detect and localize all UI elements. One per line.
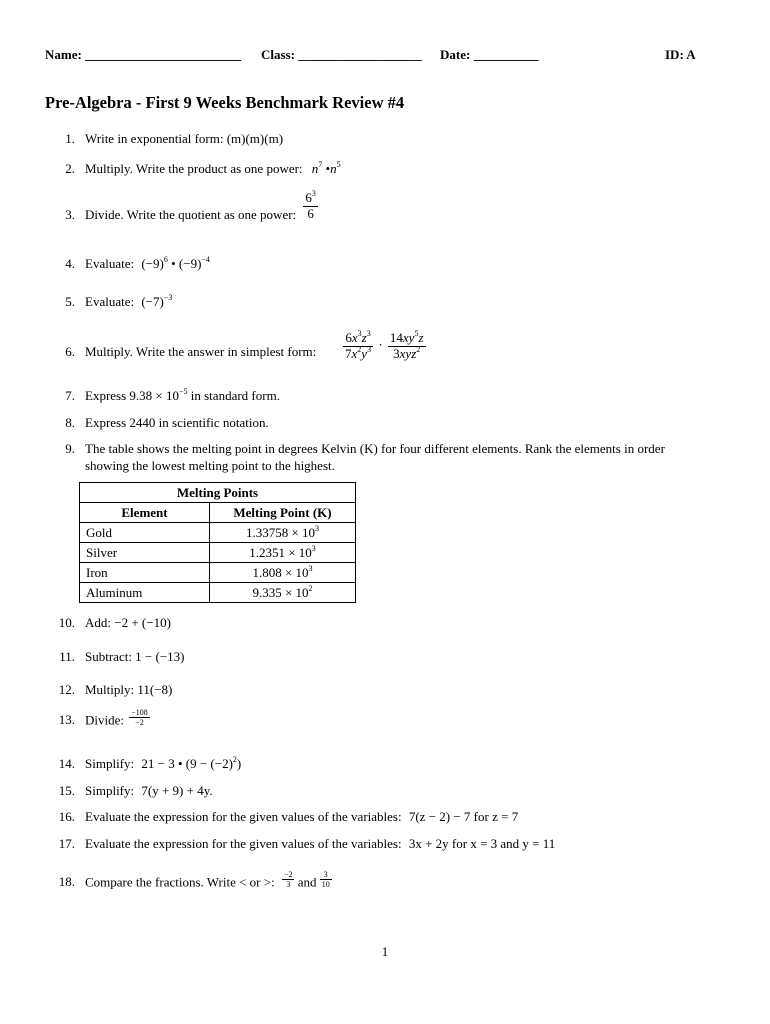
question-number: 14. (58, 756, 75, 771)
fraction-two: $\frac{3}{10}$ (321, 870, 330, 890)
element-cell: Gold (80, 523, 210, 543)
question-body (85, 188, 318, 224)
fraction-right: $\frac{14xy^5z}{3xyz^2}$ (389, 329, 424, 361)
power-expression: $(-9)^6$ • $(-9)^{-4}$ (141, 255, 210, 271)
date-field-label: Date: __________ (440, 47, 539, 62)
question-number: 10. (58, 615, 75, 630)
question-text: Multiply. Write the answer in simplest form: (85, 344, 317, 359)
question-number: 3. (65, 207, 75, 222)
class-field-label: Class: ___________________ (261, 47, 422, 62)
melting-points-table (79, 482, 356, 603)
question-number: 5. (65, 294, 75, 309)
and-word: and (297, 874, 317, 890)
page-title: Pre-Algebra - First 9 Weeks Benchmark Review #4 (45, 93, 405, 112)
quotient-fraction: $\frac{6^3}{6}$ (305, 188, 316, 221)
column-header-element: Element (80, 503, 210, 523)
element-cell: Silver (80, 543, 210, 563)
question-text: Compare the fractions. Write < or >: (85, 874, 275, 890)
question-text: Simplify: (85, 756, 135, 771)
question-number: 17. (58, 836, 75, 851)
page-number: 1 (381, 944, 389, 959)
question-text: Multiply: 11(−8) (85, 682, 173, 697)
fraction-left: $\frac{6x^3z^3}{7x^2y^3}$ (345, 329, 372, 361)
power-expression: $n^7$ $•n^5$ (311, 160, 341, 176)
algebraic-expression: 7(y + 9) + 4y. (141, 783, 213, 798)
melting-point-cell: $1.2351 \times 10^3$ (210, 543, 356, 563)
table-row (80, 583, 356, 603)
question-text: The table shows the melting point in degrees Kelvin (K) for four different elements. Rank the elements in order (85, 441, 665, 456)
question-text: Evaluate: (85, 294, 135, 309)
column-header-melting-point: Melting Point (K) (210, 503, 356, 523)
id-label: ID: A (665, 47, 696, 62)
question-body (85, 836, 555, 852)
table-row (80, 543, 356, 563)
question-body (85, 783, 213, 799)
question-number: 7. (65, 388, 75, 403)
question-text: Evaluate the expression for the given values of the variables: (85, 809, 402, 824)
name-field-label: Name: ________________________ (45, 47, 242, 62)
question-body (85, 294, 172, 310)
question-text: Simplify: (85, 783, 135, 798)
question-text: Write in exponential form: (m)(m)(m) (85, 131, 284, 146)
table-row (80, 523, 356, 543)
question-body (85, 329, 424, 361)
division-fraction: $\frac{-108}{-2}$ (131, 708, 148, 728)
table-caption: Melting Points (80, 483, 356, 503)
question-text: Express 2440 in scientific notation. (85, 415, 269, 430)
element-cell: Iron (80, 563, 210, 583)
question-number: 12. (58, 682, 75, 697)
question-number: 11. (59, 649, 75, 664)
question-number: 15. (58, 783, 75, 798)
question-text: Express 9.38 × 10 (85, 388, 179, 403)
question-body (85, 756, 241, 772)
question-text: Divide. Write the quotient as one power: (85, 207, 297, 222)
table-row (80, 563, 356, 583)
question-text: Evaluate: (85, 256, 135, 271)
question-body (85, 256, 210, 272)
question-text: showing the lowest melting point to the highest. (85, 458, 335, 473)
question-number: 9. (65, 441, 75, 456)
question-body (85, 870, 332, 893)
melting-point-cell: $1.808 \times 10^3$ (210, 563, 356, 583)
melting-point-cell: $9.335 \times 10^2$ (210, 583, 356, 603)
question-number: 4. (65, 256, 75, 271)
question-text: Multiply. Write the product as one power: (85, 161, 303, 176)
algebraic-expression: 3x + 2y for x = 3 and y = 11 (408, 836, 556, 851)
question-number: 1. (65, 131, 75, 146)
question-number: 2. (65, 161, 75, 176)
fraction-one: $\frac{-2}{3}$ (283, 870, 293, 890)
question-text: Add: −2 + (−10) (85, 615, 171, 630)
question-number: 13. (58, 712, 75, 727)
question-number: 6. (65, 344, 75, 359)
algebraic-expression: 7(z − 2) − 7 for z = 7 (408, 809, 519, 824)
question-number: 8. (65, 415, 75, 430)
power-expression: $(-7)^{-3}$ (141, 293, 173, 309)
question-body (85, 161, 341, 177)
rational-expression: $\frac{6x^3z^3}{7x^2y^3}$ · $\frac{14xy^5z}{3xyz^2}$ (345, 329, 424, 361)
element-cell: Aluminum (80, 583, 210, 603)
question-text: Subtract: 1 − (−13) (85, 649, 185, 664)
question-number: 18. (58, 874, 75, 889)
question-text: Evaluate the expression for the given values of the variables: (85, 836, 402, 851)
order-of-operations-expression: 21 − 3 • $(9 - (-2)^2)$ (141, 755, 242, 771)
question-number: 16. (58, 809, 75, 824)
question-text: Divide: (85, 712, 124, 728)
question-body: Express $9.38 \times 10^{-5}$ in standard form. (85, 387, 280, 403)
question-body (85, 708, 150, 731)
question-body (85, 809, 518, 825)
melting-point-cell: $1.33758 \times 10^3$ (210, 523, 356, 543)
